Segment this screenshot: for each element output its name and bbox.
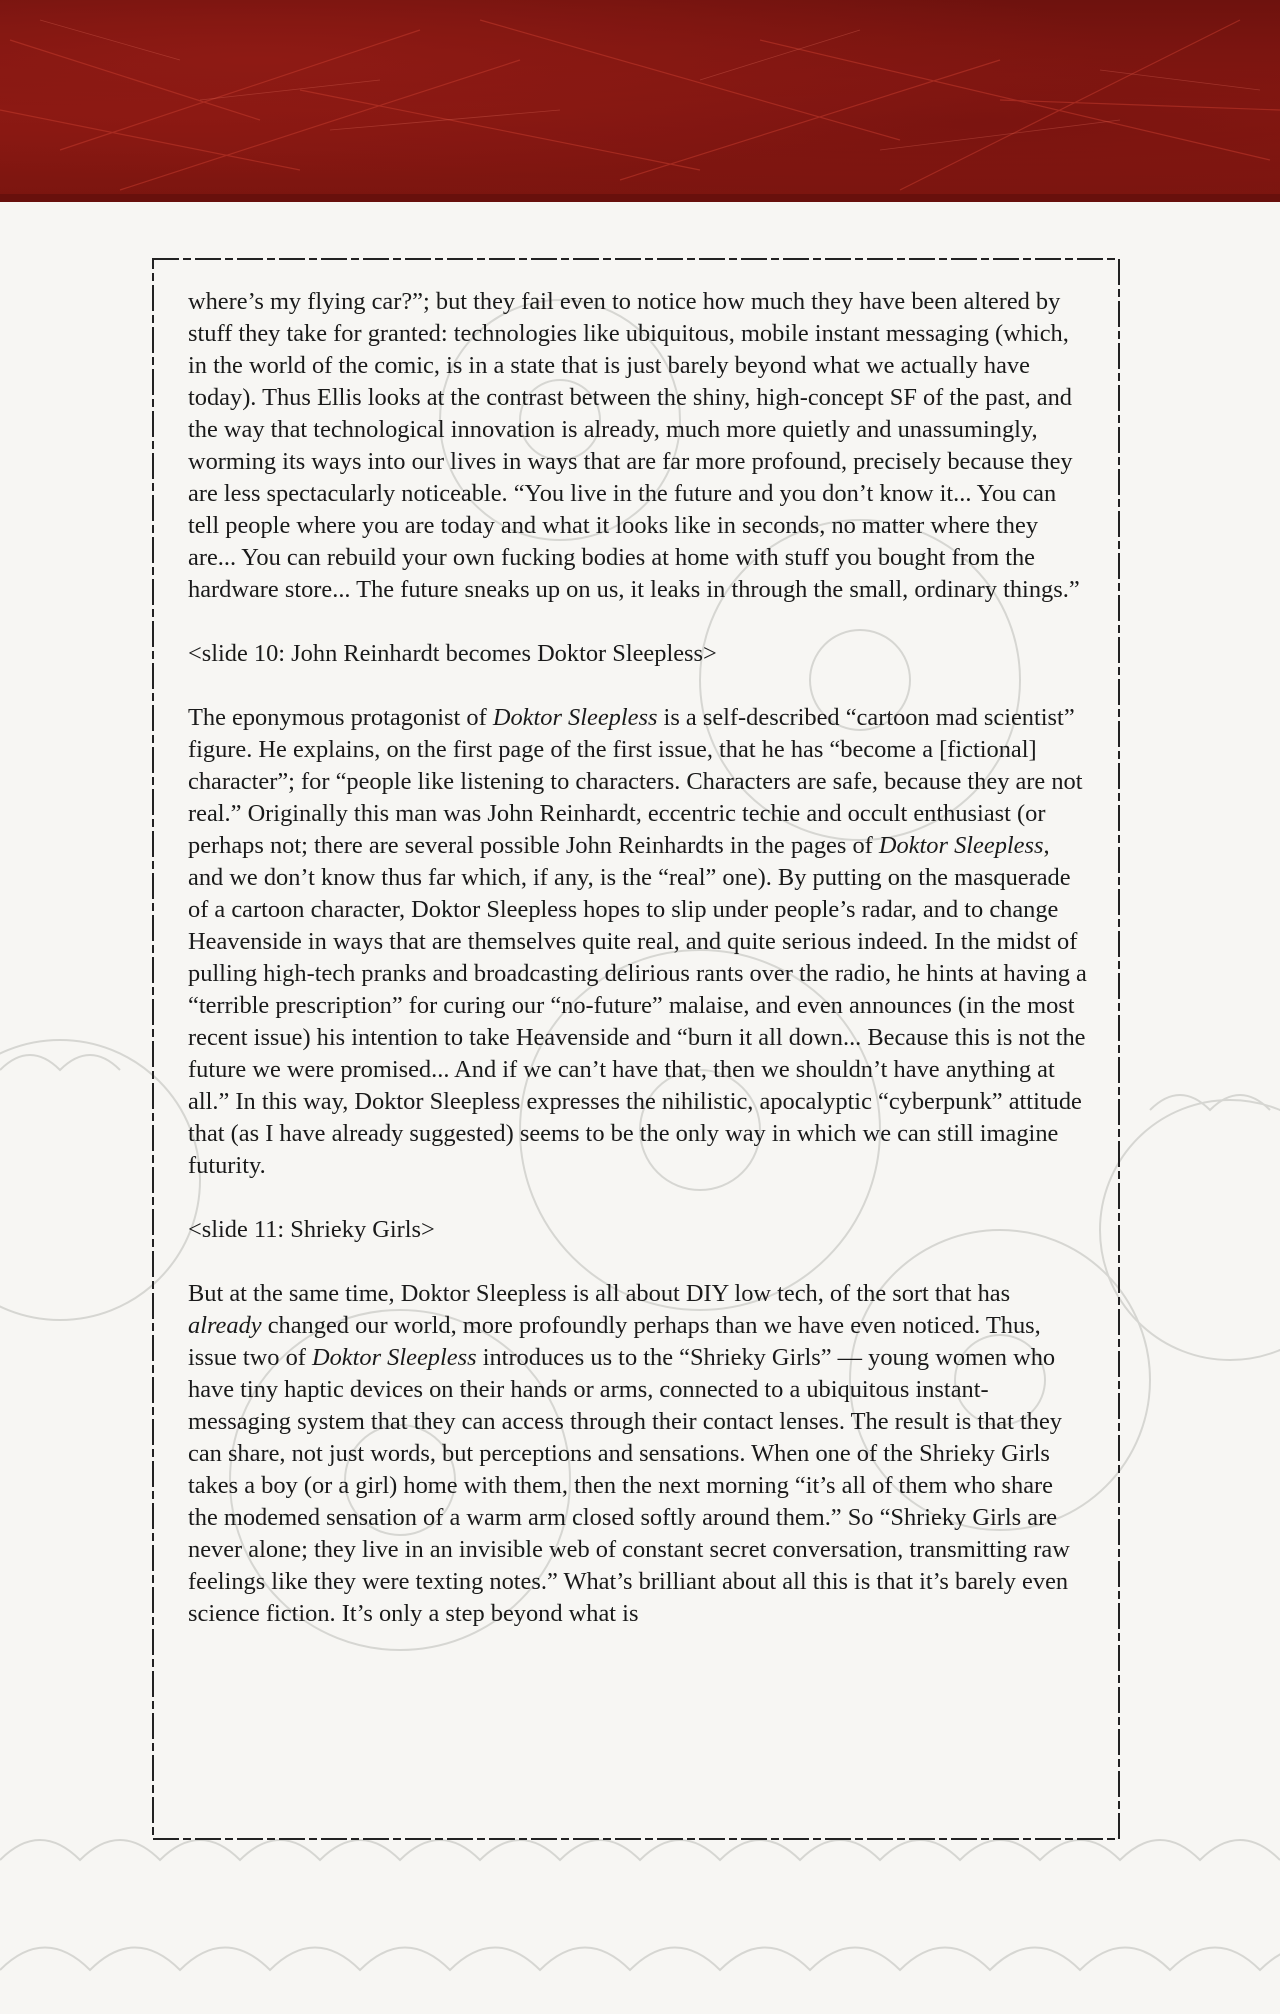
text-run: <slide 10: John Reinhardt becomes Doktor Sleepless>	[188, 640, 717, 667]
italic-title: already	[188, 1312, 262, 1339]
slide-caption	[188, 1214, 1088, 1246]
text-run: <slide 11: Shrieky Girls>	[188, 1216, 435, 1243]
body-paragraph	[188, 1278, 1088, 1630]
text-run: changed our world, more profoundly perhaps than we have even noticed. Thus, issue two of	[188, 1312, 1041, 1371]
text-run: is a self-described “cartoon mad scientist” figure. He explains, on the first page of the first issue, that he has “become a [fictional] character”; for “people like listening to characters. Characters are safe, because they are not real.” Originally this man was John Reinhardt, eccentric techie and occult enthusiast (or perhaps not; there are several possible John Reinhardts in the pages of	[188, 704, 1083, 859]
slide-caption	[188, 638, 1088, 670]
text-run: , and we don’t know thus far which, if any, is the “real” one). By putting on the masquerade of a cartoon character, Doktor Sleepless hopes to slip under people’s radar, and to change Heavenside in ways that are themselves quite real, and quite serious indeed. In the midst of pulling high-tech pranks and broadcasting delirious rants over the radio, he hints at having a “terrible prescription” for curing our “no-future” malaise, and even announces (in the most recent issue) his intention to take Heavenside and “burn it all down... Because this is not the future we were promised... And if we can’t have that, then we shouldn’t have anything at all.” In this way, Doktor Sleepless expresses the nihilistic, apocalyptic “cyberpunk” attitude that (as I have already suggested) seems to be the only way in which we can still imagine futurity.	[188, 832, 1087, 1179]
body-paragraph	[188, 702, 1088, 1182]
gear-icon	[1100, 1100, 1280, 1360]
italic-title: Doktor Sleepless	[878, 832, 1044, 859]
article-body	[188, 286, 1088, 1630]
text-run: where’s my flying car?”; but they fail even to notice how much they have been altered by stuff they take for granted: technologies like ubiquitous, mobile instant messaging (which, in the world of the comic, is in a state that is just barely beyond what we actually have today). Thus Ellis looks at the contrast between the shiny, high-concept SF of the past, and the way that technological innovation is already, much more quietly and unassumingly, worming its ways into our lives in ways that are far more profound, precisely because they are less spectacularly noticeable. “You live in the future and you don’t know it... You can tell people where you are today and what it looks like in seconds, no matter where they are... You can rebuild your own fucking bodies at home with stuff you bought from the hardware store... The future sneaks up on us, it leaks in through the small, ordinary things.”	[188, 288, 1080, 603]
text-run: The eponymous protagonist of	[188, 704, 493, 731]
text-run: But at the same time, Doktor Sleepless is all about DIY low tech, of the sort that has	[188, 1280, 1011, 1307]
italic-title: Doktor Sleepless	[311, 1344, 477, 1371]
text-run: introduces us to the “Shrieky Girls” — young women who have tiny haptic devices on their hands or arms, connected to a ubiquitous instant-messaging system that they can access through their contact lenses. The result is that they can share, not just words, but perceptions and sensations. When one of the Shrieky Girls takes a boy (or a girl) home with them, then the next morning “it’s all of them who share the modemed sensation of a warm arm closed softly around them.” So “Shrieky Girls are never alone; they live in an invisible web of constant secret conversation, transmitting raw feelings like they were texting notes.” What’s brilliant about all this is that it’s barely even science fiction. It’s only a step beyond what is	[188, 1344, 1070, 1627]
italic-title: Doktor Sleepless	[492, 704, 658, 731]
body-paragraph	[188, 286, 1088, 606]
